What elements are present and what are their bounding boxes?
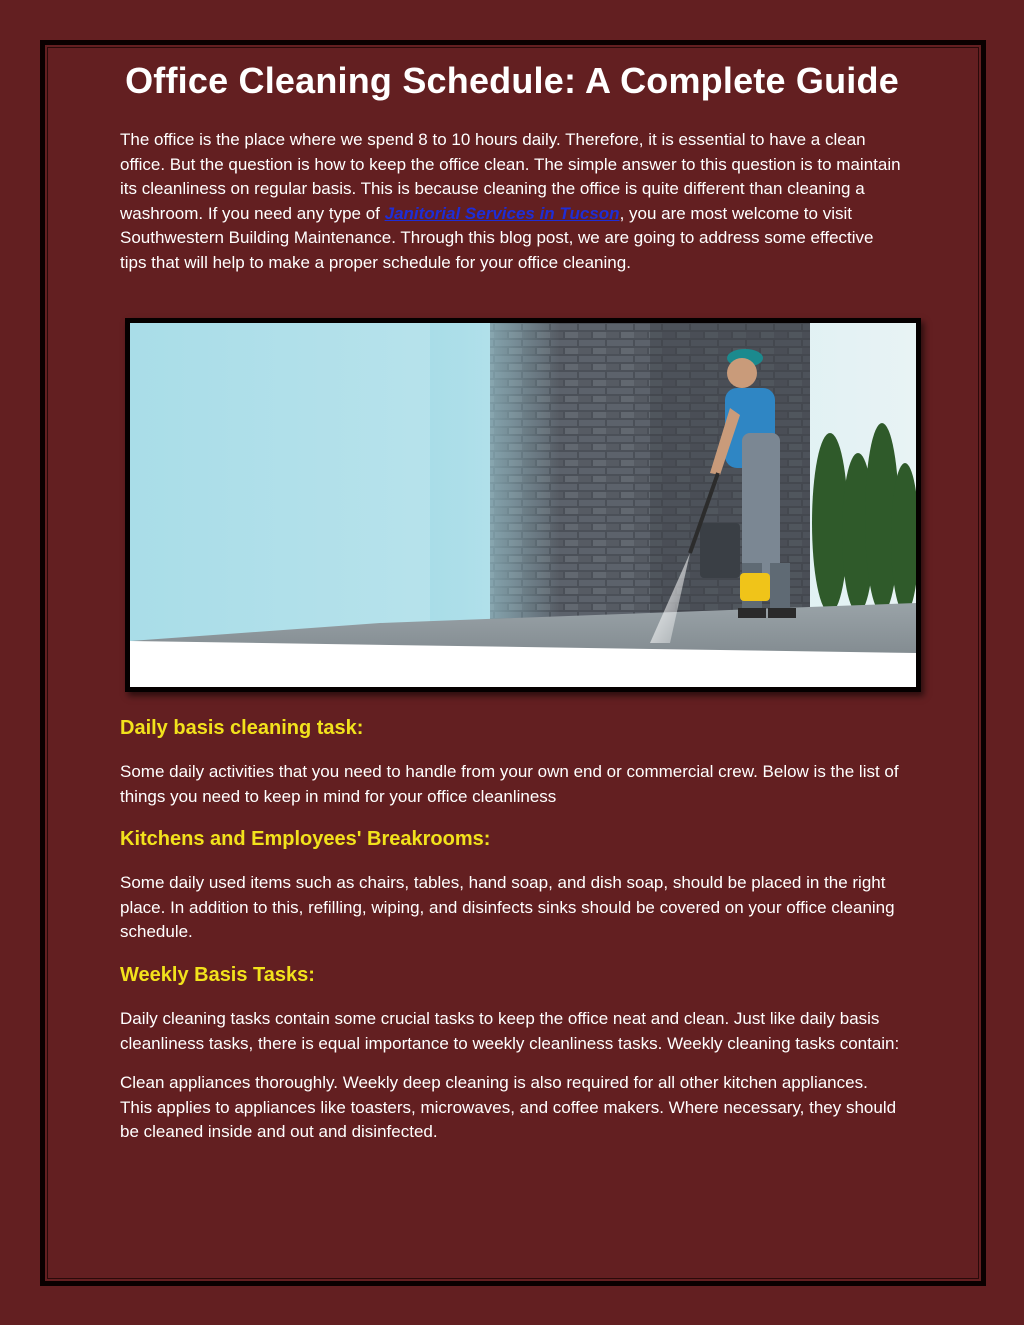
section-heading: Kitchens and Employees' Breakrooms: (120, 828, 491, 850)
intro-block (120, 128, 904, 276)
janitorial-services-link[interactable]: Janitorial Services in Tucson (384, 203, 620, 223)
section-weekly (120, 964, 904, 1145)
section-kitchens (120, 828, 904, 945)
section-paragraph: Daily cleaning tasks contain some crucial tasks to keep the office neat and clean. Just like daily basis cleanliness tasks, there is equal importance to weekly cleanliness tasks. Weekly cleaning tasks contain: (120, 1009, 900, 1053)
page-title: Office Cleaning Schedule: A Complete Guide (125, 60, 899, 101)
intro-paragraph (120, 128, 904, 276)
intro-text-start: The office is the place where we spend 8 to 10 hours daily. Therefore, it is essential to have a clean office. But the question is how to keep the office clean. The simple answer to this question is to maintain its cleanliness on regular basis. This is because cleaning the office is quite different than cleaning a washroom. If you need any type of (120, 130, 901, 223)
section-heading: Weekly Basis Tasks: (120, 964, 315, 986)
section-paragraph: Clean appliances thoroughly. Weekly deep cleaning is also required for all other kitchen appliances. This applies to appliances like toasters, microwaves, and coffee makers. Where necessary, they should be cleaned inside and out and disinfected. (120, 1073, 897, 1142)
section-paragraph: Some daily used items such as chairs, tables, hand soap, and dish soap, should be placed in the right place. In addition to this, refilling, wiping, and disinfects sinks should be covered on your office cleaning schedule. (120, 873, 895, 942)
intro-text-end: , you are most welcome to visit Southwestern Building Maintenance. Through this blog post, we are going to address some effective tips that will help to make a proper schedule for your office cleaning. (120, 203, 874, 272)
section-heading: Daily basis cleaning task: (120, 717, 364, 739)
pressure-washing-photo (125, 318, 921, 692)
section-daily (120, 717, 904, 809)
section-paragraph: Some daily activities that you need to handle from your own end or commercial crew. Below is the list of things you need to keep in mind for your office cleanliness (120, 762, 899, 806)
